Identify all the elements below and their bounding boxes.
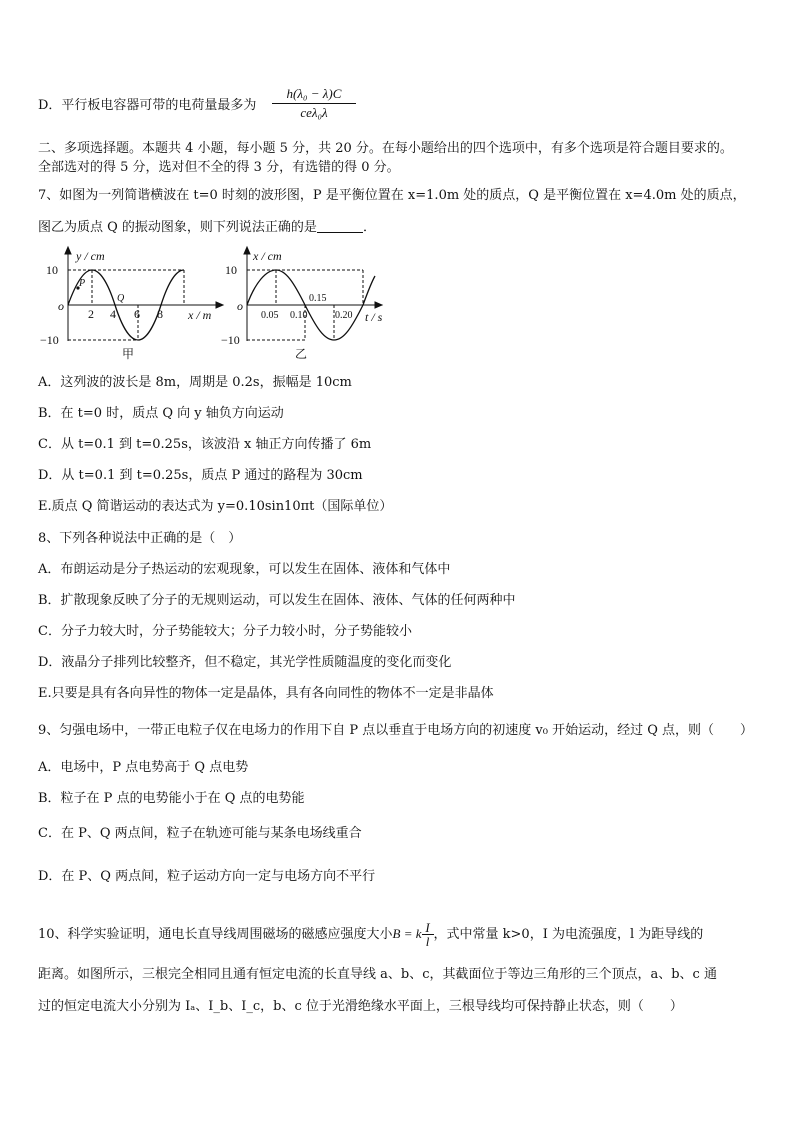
tick-label: 8 xyxy=(157,307,163,321)
figure-caption: 乙 xyxy=(295,347,308,361)
q8-stem: 8、下列各种说法中正确的是（ ） xyxy=(38,531,242,546)
q8-option-d: D．液晶分子排列比较整齐，但不稳定，其光学性质随温度的变化而变化 xyxy=(38,655,452,670)
formula-numerator: I xyxy=(422,921,434,935)
answer-blank xyxy=(317,220,363,233)
origin-label: o xyxy=(58,299,64,313)
section2-line2: 全部选对的得 5 分，选对但不全的得 3 分，有选错的得 0 分。 xyxy=(38,160,400,175)
q6-option-d: D．平行板电容器可带的电荷量最多为 xyxy=(38,98,257,113)
y-axis-label: x / cm xyxy=(253,249,282,263)
q9-stem: 9、匀强电场中，一带正电粒子仅在电场力的作用下自 P 点以垂直于电场方向的初速度 v₀ 开始运动，经过 Q 点，则（ ） xyxy=(38,723,754,738)
tick-label: 0.05 xyxy=(261,310,279,321)
q10-stem-part2: ，式中常量 k>0，I 为电流强度，l 为距导线的 xyxy=(433,927,704,942)
q9-option-c: C．在 P、Q 两点间，粒子在轨迹可能与某条电场线重合 xyxy=(38,826,362,841)
formula-denominator: l xyxy=(425,934,430,949)
figure-caption: 甲 xyxy=(122,347,135,361)
q9-option-b: B．粒子在 P 点的电势能小于在 Q 点的电势能 xyxy=(38,791,305,806)
tick-label: 0.10 xyxy=(290,310,308,321)
q6-fraction-numerator: h(λ₀ − λ)C xyxy=(286,86,342,101)
formula-lhs: B = k xyxy=(392,926,422,941)
tick-label: 0.15 xyxy=(309,293,327,304)
q8-option-a: A．布朗运动是分子热运动的宏观现象，可以发生在固体、液体和气体中 xyxy=(38,562,451,577)
x-axis-arrow xyxy=(216,302,223,308)
q7-stem-end: ． xyxy=(362,220,376,235)
t-axis-label: t / s xyxy=(365,310,383,324)
y-bottom-label: −10 xyxy=(40,333,59,347)
x-axis-label: x / m xyxy=(188,308,212,322)
q9-option-a: A．电场中，P 点电势高于 Q 点电势 xyxy=(38,760,249,775)
figure-yi-vibration xyxy=(221,246,395,366)
y-axis-label: y / cm xyxy=(76,249,105,263)
q9-option-d: D．在 P、Q 两点间，粒子运动方向一定与电场方向不平行 xyxy=(38,869,376,884)
q6-fraction xyxy=(272,86,356,121)
y-top-label: 10 xyxy=(225,263,237,277)
q7-stem-line2 xyxy=(38,220,376,236)
q7-option-c: C．从 t=0.1 到 t=0.25s，该波沿 x 轴正方向传播了 6m xyxy=(38,437,372,452)
x-axis-arrow xyxy=(244,247,250,254)
q7-option-d: D．从 t=0.1 到 t=0.25s，质点 P 通过的路程为 30cm xyxy=(38,468,363,483)
q10-stem-line2: 距离。如图所示，三根完全相同且通有恒定电流的长直导线 a、b、c，其截面位于等边三角形的三个顶点，a、b、c 通 xyxy=(38,967,717,982)
tick-label: 2 xyxy=(88,307,94,321)
figure-jia-wave xyxy=(38,246,223,366)
q7-option-a: A．这列波的波长是 8m，周期是 0.2s，振幅是 10cm xyxy=(38,375,352,390)
fraction-bar xyxy=(272,103,356,104)
y-bottom-label: −10 xyxy=(221,333,240,347)
q7-option-e: E.质点 Q 简谐运动的表达式为 y=0.10sin10πt（国际单位） xyxy=(38,499,393,514)
formula-fraction xyxy=(422,921,434,948)
q7-stem-line1: 7、如图为一列简谐横波在 t=0 时刻的波形图，P 是平衡位置在 x=1.0m 处的质点，Q 是平衡位置在 x=4.0m 处的质点， xyxy=(38,188,746,203)
y-top-label: 10 xyxy=(46,263,58,277)
t-axis-arrow xyxy=(375,302,382,308)
tick-label: 0.20 xyxy=(335,310,353,321)
q10-stem-line1 xyxy=(38,921,703,948)
point-q-label: Q xyxy=(117,293,125,304)
q6-fraction-denominator: ceλ₀λ xyxy=(300,105,328,120)
tick-label: 4 xyxy=(110,307,116,321)
q8-option-c: C．分子力较大时，分子势能较大；分子力较小时，分子势能较小 xyxy=(38,624,412,639)
q10-stem-part1: 10、科学实验证明，通电长直导线周围磁场的磁感应强度大小 xyxy=(38,927,393,942)
y-axis-arrow xyxy=(65,247,71,254)
q8-option-b: B．扩散现象反映了分子的无规则运动，可以发生在固体、液体、气体的任何两种中 xyxy=(38,593,516,608)
q10-stem-line3: 过的恒定电流大小分别为 Iₐ、I_b、I_c，b、c 位于光滑绝缘水平面上，三根导线均可保持静止状态，则（ ） xyxy=(38,999,683,1014)
point-p-label: P xyxy=(79,278,86,289)
section2-line1: 二、多项选择题。本题共 4 小题，每小题 5 分，共 20 分。在每小题给出的四个选项中，有多个选项是符合题目要求的。 xyxy=(38,141,733,156)
q8-option-e: E.只要是具有各向异性的物体一定是晶体，具有各向同性的物体不一定是非晶体 xyxy=(38,686,494,701)
q7-stem-text: 图乙为质点 Q 的振动图象，则下列说法正确的是 xyxy=(38,220,317,235)
q7-option-b: B．在 t=0 时，质点 Q 向 y 轴负方向运动 xyxy=(38,406,284,421)
origin-label: o xyxy=(237,299,243,313)
tick-label: 6 xyxy=(134,307,140,321)
